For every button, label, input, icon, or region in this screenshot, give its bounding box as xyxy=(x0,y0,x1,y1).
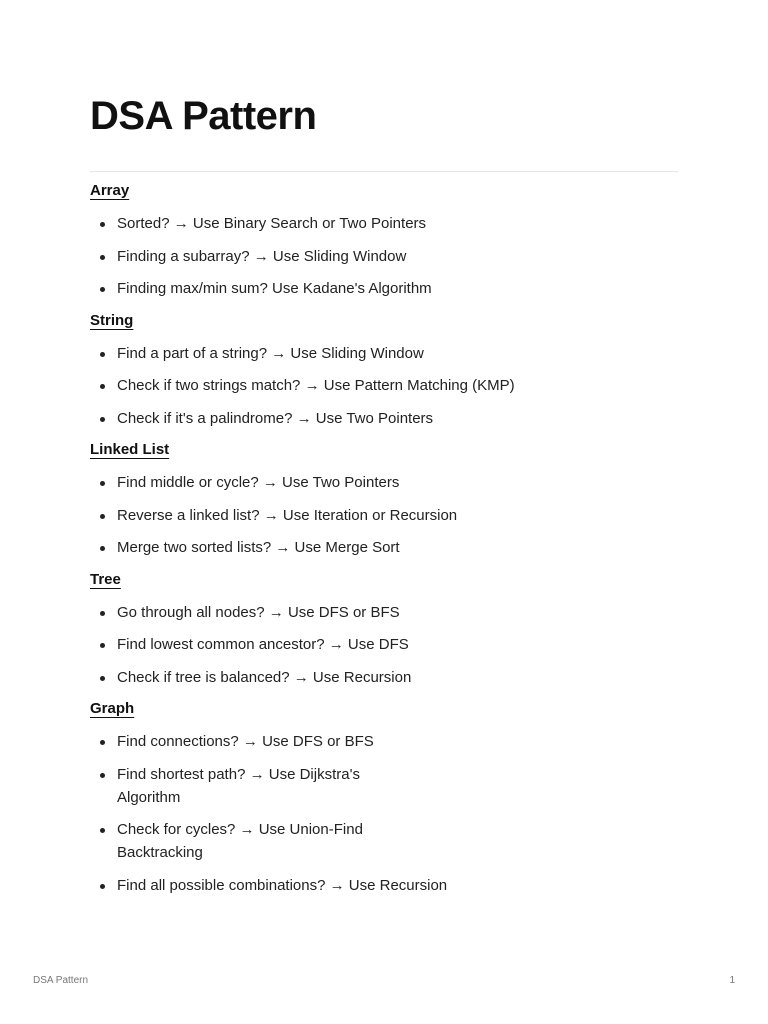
section-list-tree xyxy=(90,601,678,689)
section-list-graph xyxy=(90,730,678,897)
list-item: Reverse a linked list? → Use Iteration or Recursion xyxy=(90,504,678,527)
page-title: DSA Pattern xyxy=(90,94,317,138)
section-string xyxy=(90,310,678,430)
list-item: Find middle or cycle? → Use Two Pointers xyxy=(90,471,678,494)
list-item: Check if tree is balanced? → Use Recursion xyxy=(90,666,678,689)
section-list-linked-list xyxy=(90,471,678,559)
section-tree xyxy=(90,569,678,689)
footer-page-number: 1 xyxy=(729,975,735,986)
section-heading-linked-list: Linked List xyxy=(90,441,170,458)
section-heading-array: Array xyxy=(90,182,130,199)
list-item: Go through all nodes? → Use DFS or BFS xyxy=(90,601,678,624)
list-item: Merge two sorted lists? → Use Merge Sort xyxy=(90,536,678,559)
section-linked-list xyxy=(90,439,678,559)
list-item: Find all possible combinations? → Use Recursion xyxy=(90,874,678,897)
document-body xyxy=(90,180,678,906)
list-item: Find a part of a string? → Use Sliding Window xyxy=(90,342,678,365)
list-item: Finding a subarray? → Use Sliding Window xyxy=(90,245,678,268)
section-heading-graph: Graph xyxy=(90,700,135,717)
section-heading-string: String xyxy=(90,311,134,329)
list-item: Check if two strings match? → Use Pattern Matching (KMP) xyxy=(90,374,678,397)
list-item: Finding max/min sum? Use Kadane's Algorithm xyxy=(90,277,678,300)
section-list-array xyxy=(90,212,678,300)
list-item: Sorted? → Use Binary Search or Two Pointers xyxy=(90,212,678,235)
list-item: Find connections? → Use DFS or BFS xyxy=(90,730,678,753)
section-array xyxy=(90,180,678,300)
section-heading-tree: Tree xyxy=(90,570,121,588)
list-item: Find lowest common ancestor? → Use DFS xyxy=(90,633,678,656)
footer-document-name: DSA Pattern xyxy=(33,975,89,986)
section-list-string xyxy=(90,342,678,430)
list-item: Check if it's a palindrome? → Use Two Pointers xyxy=(90,407,678,430)
section-graph xyxy=(90,698,678,897)
title-divider xyxy=(90,171,678,172)
list-item: Find shortest path? → Use Dijkstra's Algorithm xyxy=(90,763,390,809)
list-item: Check for cycles? → Use Union-Find Backtracking xyxy=(90,818,390,864)
